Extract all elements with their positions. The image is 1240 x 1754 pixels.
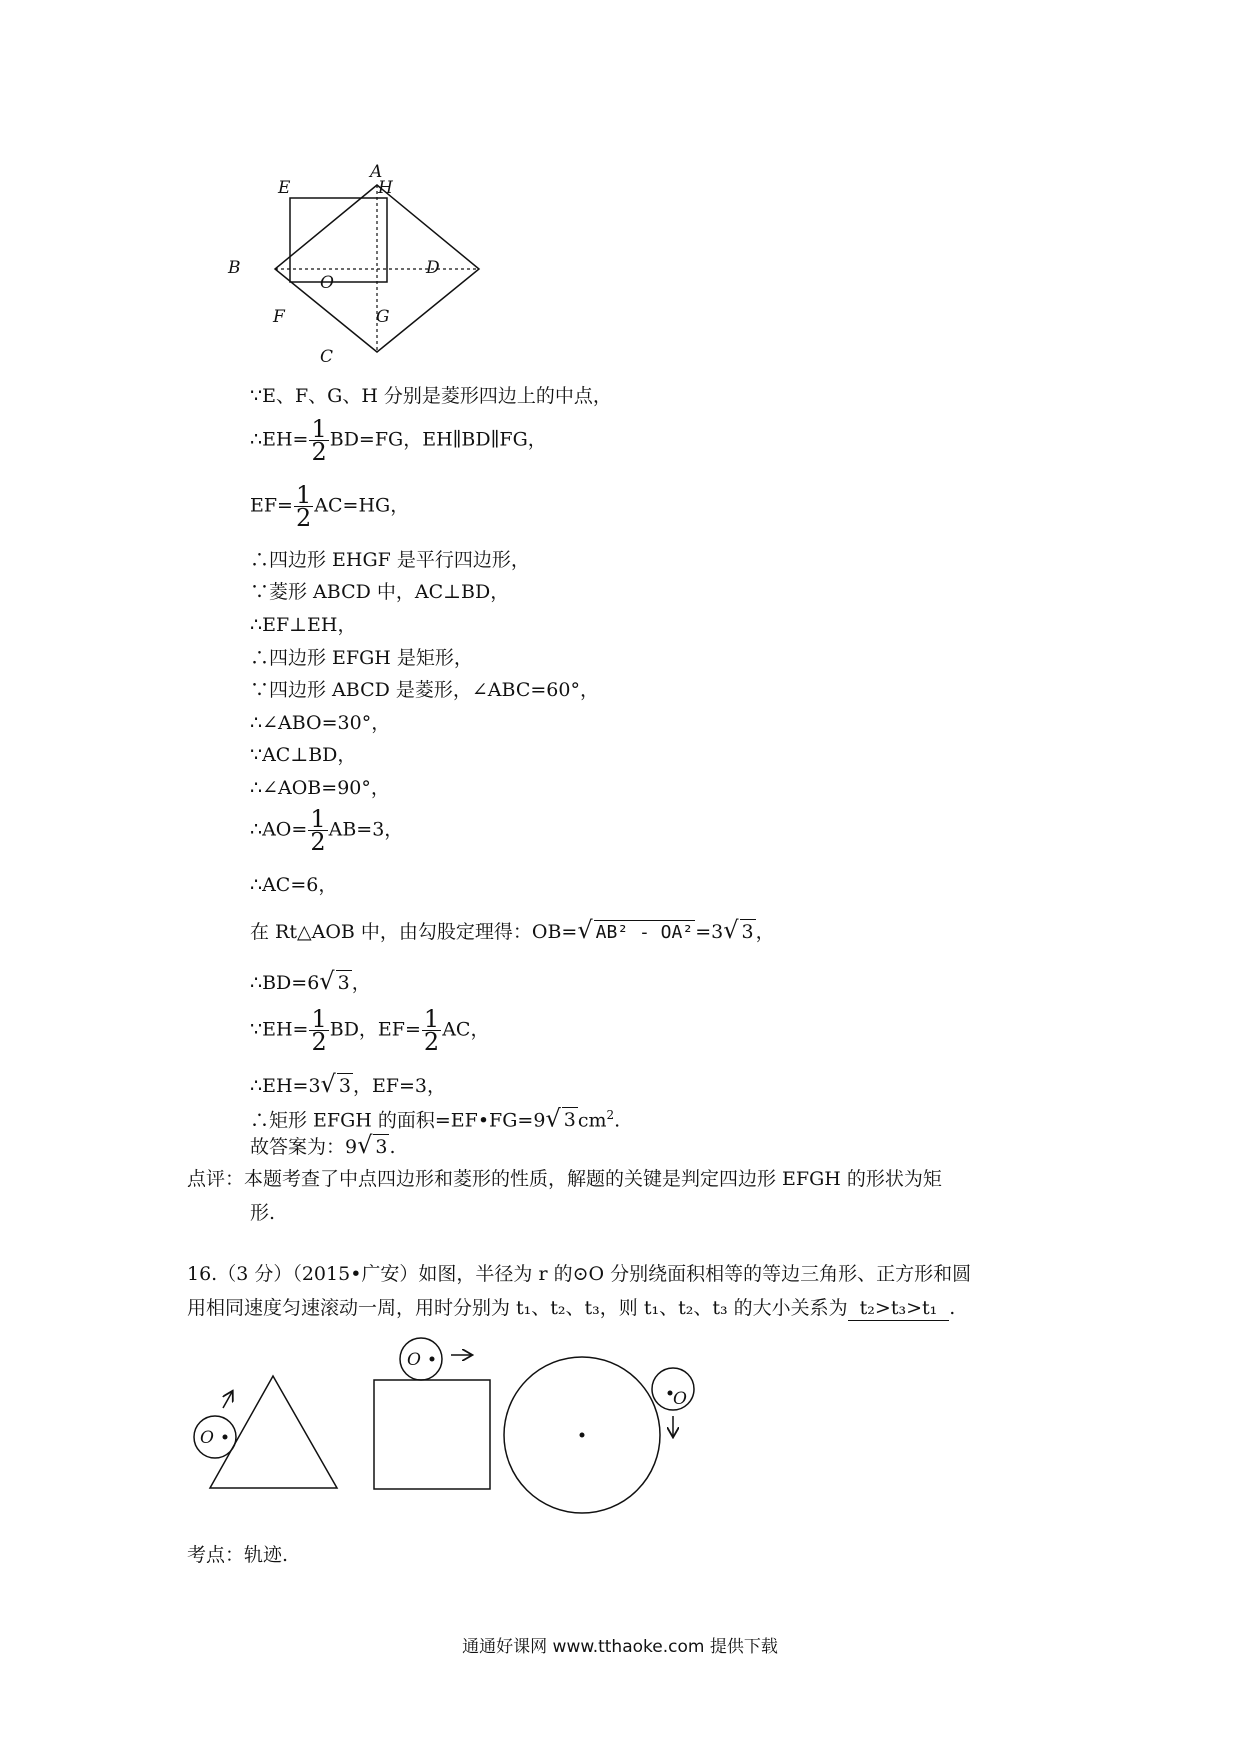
sol-line-17: ∴EH=3√ 3 ，EF=3， xyxy=(250,1070,446,1098)
label-o: O xyxy=(320,273,334,293)
sol-line-2: ∴EH= $\frac{1}{2}$ BD=FG，EH∥BD∥FG， xyxy=(250,415,547,466)
fraction: $\frac{1}{2}$ xyxy=(310,805,326,856)
comment-line-1: 点评：本题考查了中点四边形和菱形的性质，解题的关键是判定四边形 EFGH 的形状为矩 xyxy=(187,1168,942,1190)
center-dot-2 xyxy=(430,1357,435,1362)
sol-line-3: EF= $\frac{1}{2}$ AC=HG， xyxy=(250,481,410,532)
sol-line-4: ∴四边形 EHGF 是平行四边形， xyxy=(250,549,530,571)
footer: 通通好课网 www.tthaoke.com 提供下载 xyxy=(462,1637,778,1657)
sol-line-10: ∵AC⊥BD， xyxy=(250,744,357,766)
sol-line-14: 在 Rt△AOB 中，由勾股定理得：OB=√ AB² - OA² =3√ 3 ， xyxy=(250,916,775,944)
center-dot-1 xyxy=(223,1435,228,1440)
sol-line-7: ∴四边形 EFGH 是矩形， xyxy=(250,647,473,669)
o-label-3: O xyxy=(673,1389,687,1409)
rhombus-figure xyxy=(228,160,520,375)
sol-line-1: ∵E、F、G、H 分别是菱形四边上的中点， xyxy=(250,385,612,407)
sol-line-5: ∵菱形 ABCD 中，AC⊥BD， xyxy=(250,581,510,603)
comment-line-2: 形. xyxy=(250,1202,276,1224)
sol-line-19: 故答案为：9√ 3 . xyxy=(250,1131,396,1159)
o-label-2: O xyxy=(407,1350,421,1370)
label-b: B xyxy=(228,258,241,278)
label-c: C xyxy=(320,347,334,367)
sol-line-9: ∴∠ABO=30°， xyxy=(250,712,391,734)
o-label-1: O xyxy=(200,1428,214,1448)
sol-line-8: ∵四边形 ABCD 是菱形，∠ABC=60°， xyxy=(250,679,599,701)
question-16-line-2: 用相同速度匀速滚动一周，用时分别为 t₁、t₂、t₃，则 t₁、t₂、t₃ 的大小关系为 t₂>t₃>t₁ . xyxy=(187,1297,956,1319)
label-h: H xyxy=(378,178,393,198)
label-a: A xyxy=(370,162,383,182)
fraction: $\frac{1}{2}$ xyxy=(295,481,312,532)
answer-blank: t₂>t₃>t₁ xyxy=(848,1296,950,1321)
sol-line-6: ∴EF⊥EH， xyxy=(250,614,357,636)
fraction: $\frac{1}{2}$ xyxy=(423,1005,440,1056)
sol-line-12: ∴AO= $\frac{1}{2}$ AB=3， xyxy=(250,805,404,856)
sol-line-16: ∵EH= $\frac{1}{2}$ BD，EF= $\frac{1}{2}$ AC， xyxy=(250,1005,490,1056)
center-dot-3 xyxy=(580,1433,585,1438)
fraction: $\frac{1}{2}$ xyxy=(311,415,327,466)
sol-line-11: ∴∠AOB=90°， xyxy=(250,777,390,799)
label-e: E xyxy=(278,178,291,198)
equilateral-triangle xyxy=(210,1376,337,1488)
comment-label: 点评： xyxy=(187,1168,245,1190)
sol-line-15: ∴BD=6√ 3 ， xyxy=(250,967,371,995)
label-f: F xyxy=(273,307,285,327)
center-dot-4 xyxy=(668,1391,673,1396)
kaodian: 考点：轨迹. xyxy=(187,1544,289,1566)
label-g: G xyxy=(376,307,390,327)
sol-line-18: ∴矩形 EFGH 的面积=EF•FG=9√ 3 $cm^2$. xyxy=(250,1104,621,1133)
square xyxy=(374,1380,490,1489)
rolling-circle-figure xyxy=(180,1325,740,1515)
sol-line-13: ∴AC=6， xyxy=(250,874,338,896)
question-16-line-1: 16.（3 分）（2015•广安）如图，半径为 r 的⊙O 分别绕面积相等的等边三角形、正方形和圆 xyxy=(187,1263,972,1285)
fraction: $\frac{1}{2}$ xyxy=(311,1005,327,1056)
arrow-1 xyxy=(223,1392,232,1408)
label-d: D xyxy=(426,258,440,278)
